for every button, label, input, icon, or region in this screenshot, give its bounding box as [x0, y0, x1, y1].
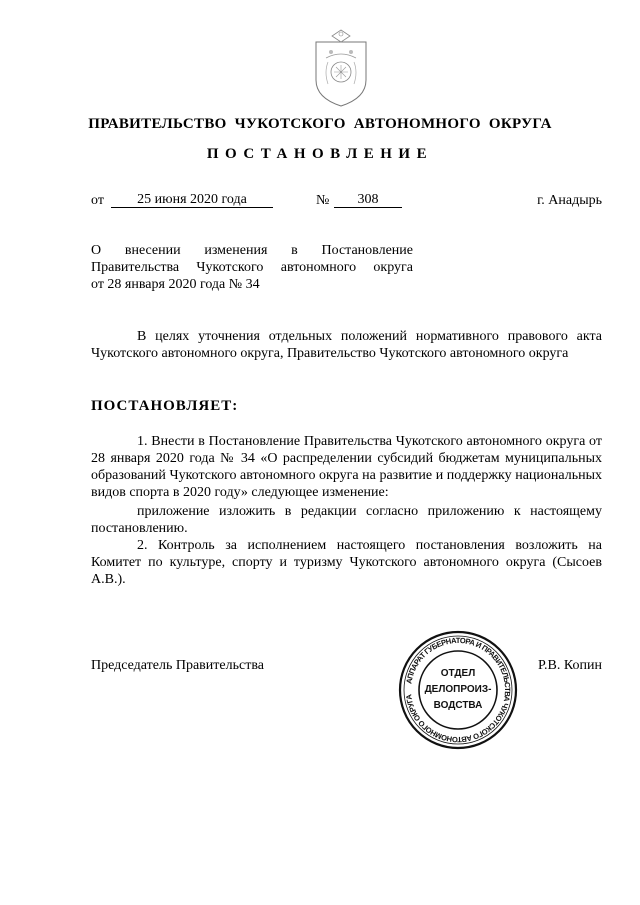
preamble-paragraph: В целях уточнения отдельных положений нормативного правового акта Чукотского автономного округа, Правительство Чукотского автономного округа [91, 329, 602, 361]
stamp-line-1: ОТДЕЛ [440, 668, 476, 679]
subject-line-2: Правительства Чукотского автономного округа [91, 260, 413, 275]
document-date: 25 июня 2020 года [111, 192, 273, 208]
stamp-line-3: ВОДСТВА [433, 700, 483, 711]
date-prefix: от [91, 193, 104, 208]
signatory-name: Р.В. Копин [538, 658, 602, 673]
official-stamp-seal [398, 630, 518, 750]
item-1-sub-paragraph: приложение изложить в редакции согласно приложению к настоящему постановлению. [91, 504, 602, 536]
document-subject [91, 242, 413, 293]
decree-heading: ПОСТАНОВЛЯЕТ: [91, 398, 239, 414]
document-type-heading: ПОСТАНОВЛЕНИЕ [206, 146, 434, 162]
coat-of-arms-emblem [306, 28, 376, 108]
number-sign: № [316, 193, 330, 208]
item-1-paragraph: 1. Внести в Постановление Правительства Чукотского автономного округа от 28 января 2020 года № 34 «О распределении субсидий бюджетам муниципальных образований Чукотского автономного округа на развитие и поддержку национальных видов спорта в 2020 году» следующее изменение: [91, 434, 602, 500]
subject-line-3: от 28 января 2020 года № 34 [91, 277, 260, 292]
city: г. Анадырь [537, 193, 602, 208]
document-number: 308 [334, 192, 402, 208]
subject-line-1: О внесении изменения в Постановление [91, 243, 413, 258]
item-2-paragraph: 2. Контроль за исполнением настоящего постановления возложить на Комитет по культуре, спорту и туризму Чукотского автономного округа (Сысоев А.В.). [91, 538, 602, 587]
stamp-outer-text: АППАРАТ ГУБЕРНАТОРА И ПРАВИТЕЛЬСТВА ЧУКОТСКОГО АВТОНОМНОГО ОКРУГА [404, 635, 513, 745]
signatory-position: Председатель Правительства [91, 658, 264, 673]
government-title: ПРАВИТЕЛЬСТВО ЧУКОТСКОГО АВТОНОМНОГО ОКРУГА [88, 116, 552, 132]
stamp-line-2: ДЕЛОПРОИЗ- [424, 684, 492, 695]
